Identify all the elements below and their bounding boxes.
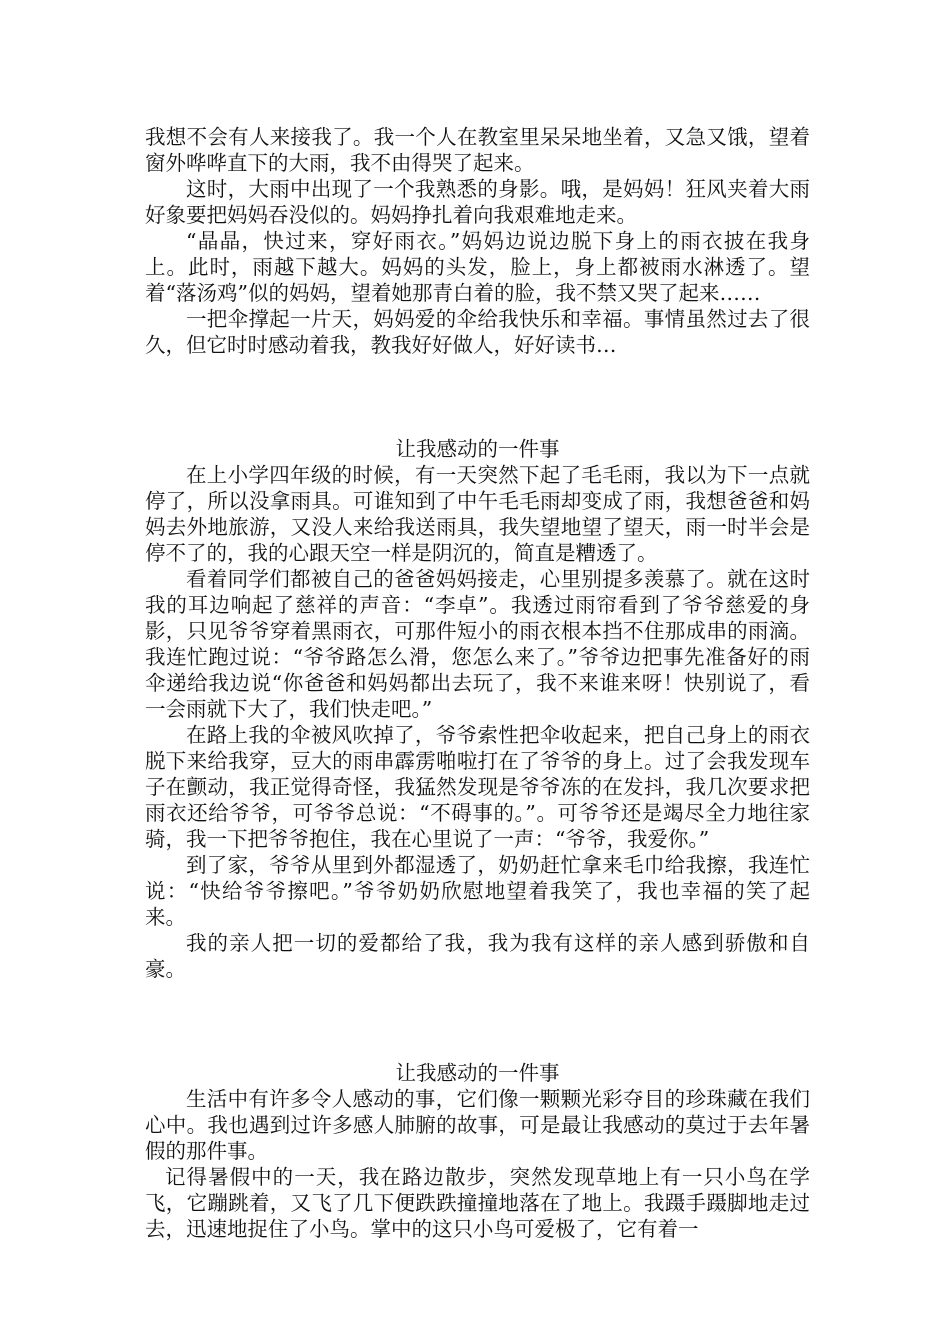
document-page bbox=[145, 124, 810, 1242]
paragraph: 我想不会有人来接我了。我一个人在教室里呆呆地坐着，又急又饿，望着窗外哗哗直下的大雨，我不由得哭了起来。 bbox=[145, 125, 810, 175]
paragraph: 一把伞撑起一片天，妈妈爱的伞给我快乐和幸福。事情虽然过去了很久，但它时时感动着我，教我好好做人，好好读书… bbox=[145, 307, 810, 357]
paragraph: 在路上我的伞被风吹掉了，爷爷索性把伞收起来，把自己身上的雨衣脱下来给我穿，豆大的雨串霹雳啪啦打在了爷爷的身上。过了会我发现车子在颤动，我正觉得奇怪，我猛然发现是爷爷冻的在发抖，我几次要求把雨衣还给爷爷，可爷爷总说：“不碍事的。”。可爷爷还是竭尽全力地往家骑，我一下把爷爷抱住，我在心里说了一声：“爷爷，我爱你。” bbox=[145, 723, 810, 851]
essay-title: 让我感动的一件事 bbox=[395, 1061, 560, 1085]
paragraph: “晶晶，快过来，穿好雨衣。”妈妈边说边脱下身上的雨衣披在我身上。此时，雨越下越大。妈妈的头发，脸上，身上都被雨水淋透了。望着“落汤鸡”似的妈妈，望着她那青白着的脸，我不禁又哭了起来…… bbox=[145, 229, 810, 305]
paragraph: 看着同学们都被自己的爸爸妈妈接走，心里别提多羡慕了。就在这时我的耳边响起了慈祥的声音：“李卓”。我透过雨帘看到了爷爷慈爱的身影，只见爷爷穿着黑雨衣，可那件短小的雨衣根本挡不住那成串的雨滴。我连忙跑过说：“爷爷路怎么滑，您怎么来了。”爷爷边把事先准备好的雨伞递给我边说“你爸爸和妈妈都出去玩了，我不来谁来呀！快别说了，看一会雨就下大了，我们快走吧。” bbox=[145, 567, 810, 721]
essay-title: 让我感动的一件事 bbox=[395, 437, 560, 461]
paragraph: 生活中有许多令人感动的事，它们像一颗颗光彩夺目的珍珠藏在我们心中。我也遇到过许多感人肺腑的故事，可是最让我感动的莫过于去年暑假的那件事。 bbox=[145, 1087, 810, 1163]
paragraph: 记得暑假中的一天，我在路边散步，突然发现草地上有一只小鸟在学飞，它蹦跳着，又飞了几下便跌跌撞撞地落在了地上。我蹑手蹑脚地走过去，迅速地捉住了小鸟。掌中的这只小鸟可爱极了，它有着一 bbox=[145, 1165, 810, 1241]
paragraph: 这时，大雨中出现了一个我熟悉的身影。哦，是妈妈！狂风夹着大雨好象要把妈妈吞没似的。妈妈挣扎着向我艰难地走来。 bbox=[145, 177, 810, 227]
paragraph: 到了家，爷爷从里到外都湿透了，奶奶赶忙拿来毛巾给我擦，我连忙说：“快给爷爷擦吧。”爷爷奶奶欣慰地望着我笑了，我也幸福的笑了起来。 bbox=[145, 853, 810, 929]
paragraph: 在上小学四年级的时候，有一天突然下起了毛毛雨，我以为下一点就停了，所以没拿雨具。可谁知到了中午毛毛雨却变成了雨，我想爸爸和妈妈去外地旅游，又没人来给我送雨具，我失望地望了望天，雨一时半会是停不了的，我的心跟天空一样是阴沉的，简直是糟透了。 bbox=[145, 463, 810, 565]
section-spacer bbox=[145, 982, 810, 1060]
section-spacer bbox=[145, 358, 810, 436]
paragraph: 我的亲人把一切的爱都给了我，我为我有这样的亲人感到骄傲和自豪。 bbox=[145, 931, 810, 981]
